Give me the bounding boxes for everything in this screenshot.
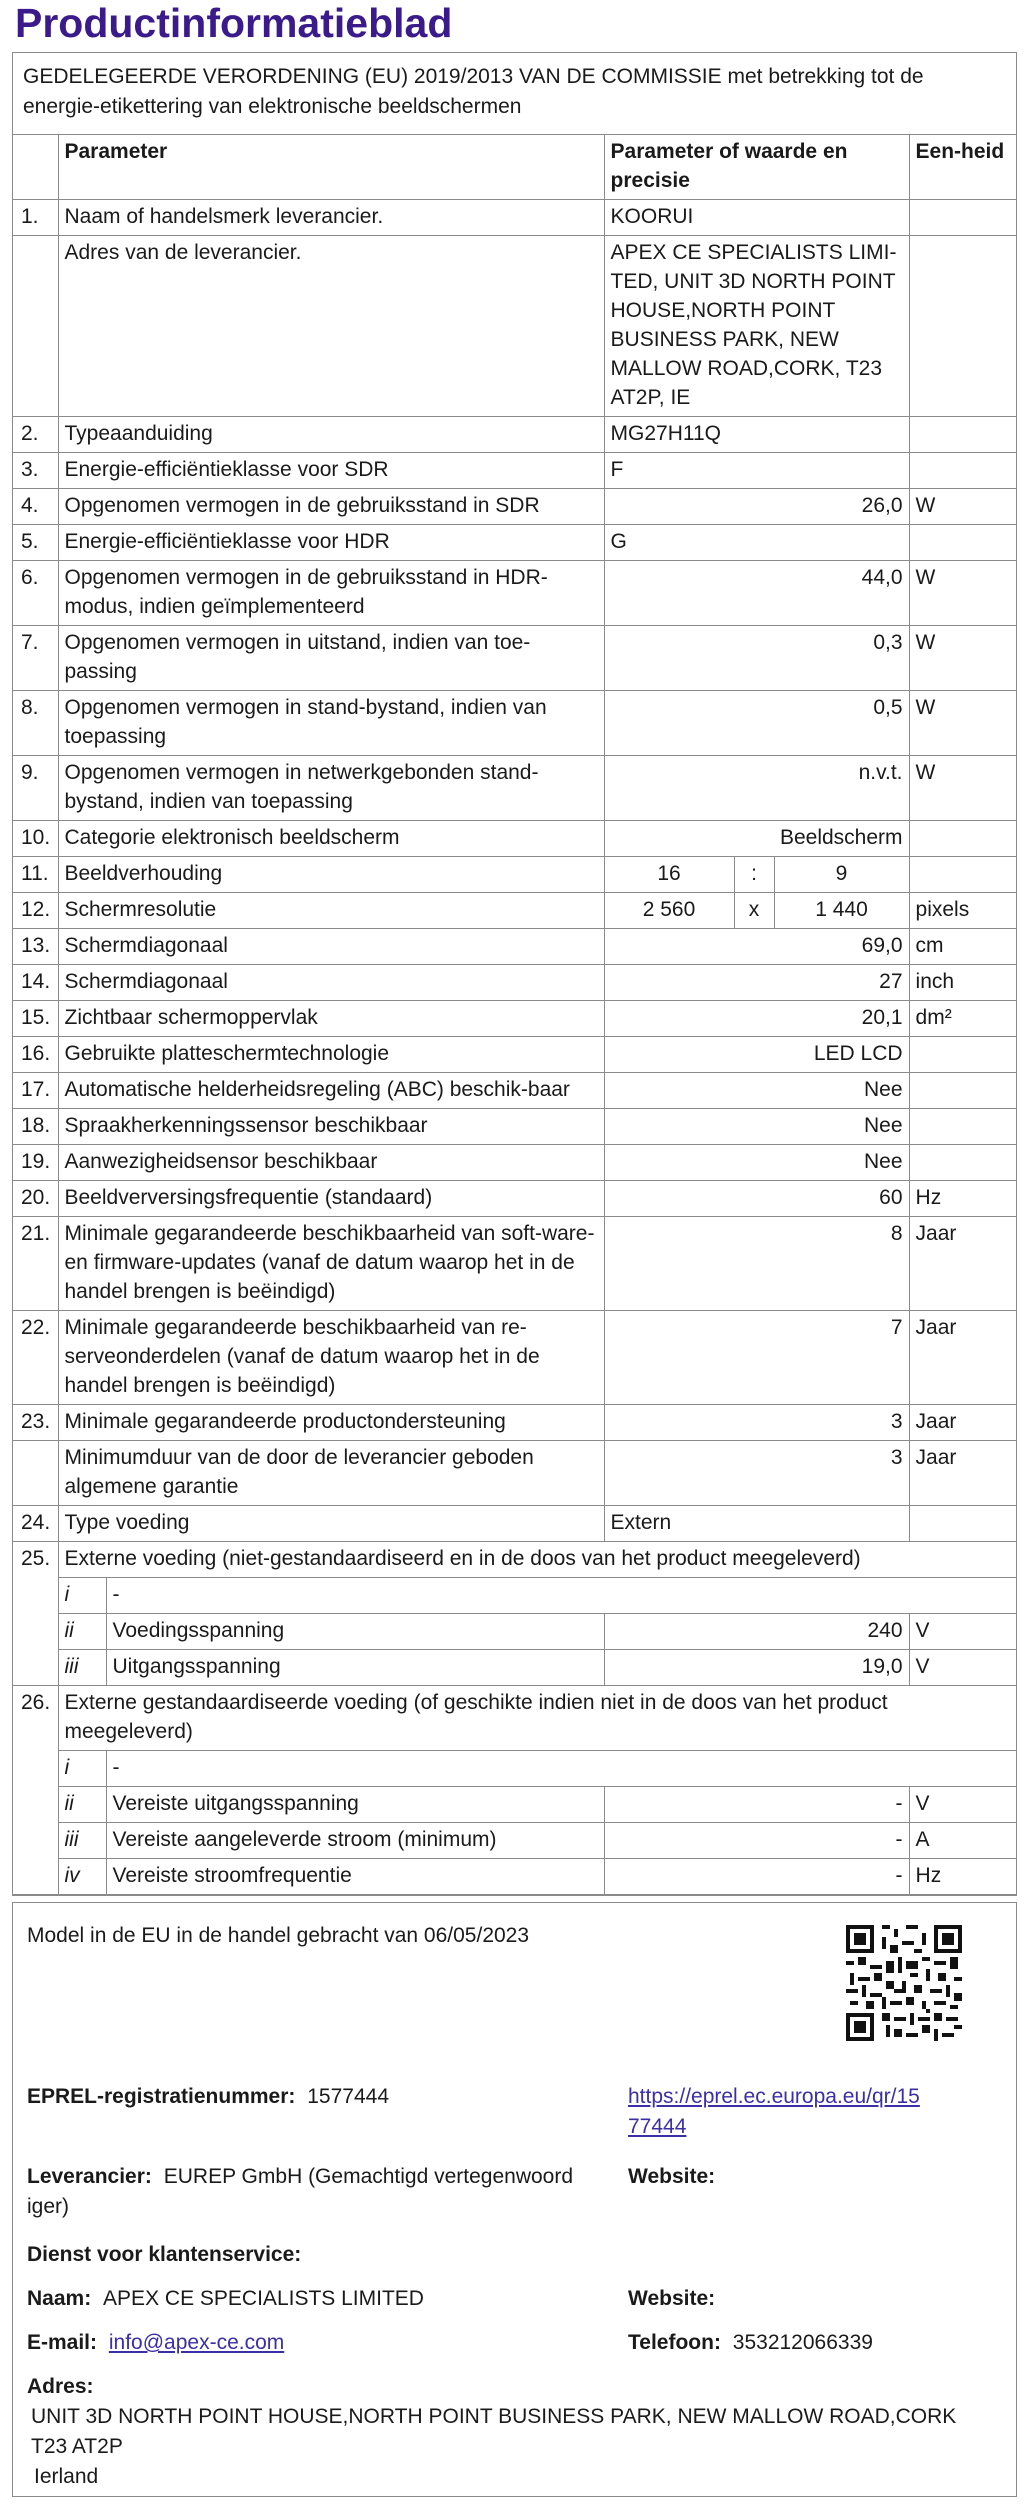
supplier-info-box	[12, 1902, 1017, 2497]
table-row: 9. Opgenomen vermogen in netwerkgebonden stand-bystand, indien van toepassing n.v.t. W	[13, 756, 1016, 821]
sub-row: iii Uitgangsspanning 19,0 V	[13, 1650, 1016, 1686]
table-row: 17. Automatische helderheidsregeling (ABC) beschik-baar Nee	[13, 1073, 1016, 1109]
table-row: 24. Type voeding Extern	[13, 1506, 1016, 1542]
sub-row: ii Vereiste uitgangsspanning - V	[13, 1787, 1016, 1823]
supplier-value-cont: iger)	[27, 2195, 70, 2218]
supplier-value: EUREP GmbH (Gemachtigd vertegenwoord	[163, 2165, 574, 2188]
parameter-table	[13, 135, 1016, 1895]
customer-service-label: Dienst voor klantenservice:	[27, 2243, 302, 2266]
address-label: Adres:	[27, 2375, 94, 2398]
table-row: 21. Minimale gegarandeerde beschikbaarheid van soft-ware- en firmware-updates (vanaf de datum waarop het in de handel brengen is beëindigd) 8 Jaar	[13, 1217, 1016, 1311]
table-row: 3. Energie-efficiëntieklasse voor SDR F	[13, 453, 1016, 489]
header-parameter: Parameter	[58, 135, 604, 200]
page-title: Productinformatieblad	[15, 0, 453, 46]
phone-label: Telefoon:	[628, 2331, 721, 2354]
table-row: 6. Opgenomen vermogen in de gebruiksstand in HDR-modus, indien geïmplementeerd 44,0 W	[13, 561, 1016, 626]
table-row: 1. Naam of handelsmerk leverancier. KOORUI	[13, 200, 1016, 236]
sub-row: iii Vereiste aangeleverde stroom (minimum) - A	[13, 1823, 1016, 1859]
table-row: 12. Schermresolutie 2 560 x 1 440 pixels	[13, 893, 1016, 929]
table-row: 11. Beeldverhouding 16 : 9	[13, 857, 1016, 893]
table-row: 22. Minimale gegarandeerde beschikbaarheid van re-serveonderdelen (vanaf de datum waarop het in de handel brengen is beëindigd) 7 Jaar	[13, 1311, 1016, 1405]
name-value: APEX CE SPECIALISTS LIMITED	[103, 2287, 424, 2310]
eprel-number: 1577444	[307, 2085, 390, 2108]
supplier-line	[27, 2162, 617, 2222]
table-row: 8. Opgenomen vermogen in stand-bystand, indien van toepassing 0,5 W	[13, 691, 1016, 756]
eprel-label: EPREL-registratienummer:	[27, 2085, 296, 2108]
sub-row: ii Voedingsspanning 240 V	[13, 1614, 1016, 1650]
sub-row: i -	[13, 1751, 1016, 1787]
table-row: Minimumduur van de door de leverancier geboden algemene garantie 3 Jaar	[13, 1441, 1016, 1506]
sub-row: iv Vereiste stroomfrequentie - Hz	[13, 1859, 1016, 1895]
table-row: 5. Energie-efficiëntieklasse voor HDR G	[13, 525, 1016, 561]
regulation-text: GEDELEGEERDE VERORDENING (EU) 2019/2013 VAN DE COMMISSIE met betrekking tot de energie-etikettering van elektronische beeldschermen	[13, 53, 1016, 135]
email-label: E-mail:	[27, 2331, 98, 2354]
phone-value: 353212066339	[732, 2331, 873, 2354]
table-row: 20. Beeldverversingsfrequentie (standaard) 60 Hz	[13, 1181, 1016, 1217]
header-unit: Een-heid	[909, 135, 1016, 200]
table-row: 10. Categorie elektronisch beeldscherm Beeldscherm	[13, 821, 1016, 857]
product-info-table-box	[12, 52, 1017, 1896]
market-date: Model in de EU in de handel gebracht van 06/05/2023	[27, 1924, 530, 1947]
table-row: 26. Externe gestandaardiseerde voeding (of geschikte indien niet in de doos van het product meegeleverd)	[13, 1686, 1016, 1751]
table-row: 4. Opgenomen vermogen in de gebruiksstand in SDR 26,0 W	[13, 489, 1016, 525]
supplier-label: Leverancier:	[27, 2165, 152, 2188]
header-value: Parameter of waarde en precisie	[604, 135, 909, 200]
table-row: 13. Schermdiagonaal 69,0 cm	[13, 929, 1016, 965]
table-row: 25. Externe voeding (niet-gestandaardiseerd en in de doos van het product meegeleverd)	[13, 1542, 1016, 1578]
sub-row: i -	[13, 1578, 1016, 1614]
email-link[interactable]: info@apex-ce.com	[108, 2331, 285, 2354]
table-row: 16. Gebruikte platteschermtechnologie LED LCD	[13, 1037, 1016, 1073]
table-row: 7. Opgenomen vermogen in uitstand, indien van toe-passing 0,3 W	[13, 626, 1016, 691]
qr-code-icon[interactable]	[846, 1925, 962, 2041]
table-header-row	[13, 135, 1016, 200]
website2-label: Website:	[628, 2287, 716, 2310]
table-row: 23. Minimale gegarandeerde productondersteuning 3 Jaar	[13, 1405, 1016, 1441]
table-row: 18. Spraakherkenningssensor beschikbaar Nee	[13, 1109, 1016, 1145]
table-row: Adres van de leverancier. APEX CE SPECIALISTS LIMI-TED, UNIT 3D NORTH POINT HOUSE,NORTH POINT BUSINESS PARK, NEW MALLOW ROAD,CORK, T23 AT2P, IE	[13, 236, 1016, 417]
name-label: Naam:	[27, 2287, 92, 2310]
website-label: Website:	[628, 2165, 716, 2188]
table-row: 19. Aanwezigheidsensor beschikbaar Nee	[13, 1145, 1016, 1181]
eprel-link[interactable]: https://eprel.ec.europa.eu/qr/15 77444	[628, 2085, 920, 2138]
table-row: 14. Schermdiagonaal 27 inch	[13, 965, 1016, 1001]
address-value: UNIT 3D NORTH POINT HOUSE,NORTH POINT BUSINESS PARK, NEW MALLOW ROAD,CORK T23 AT2P Ierland	[31, 2405, 957, 2488]
table-row: 15. Zichtbaar schermoppervlak 20,1 dm²	[13, 1001, 1016, 1037]
table-row: 2. Typeaanduiding MG27H11Q	[13, 417, 1016, 453]
